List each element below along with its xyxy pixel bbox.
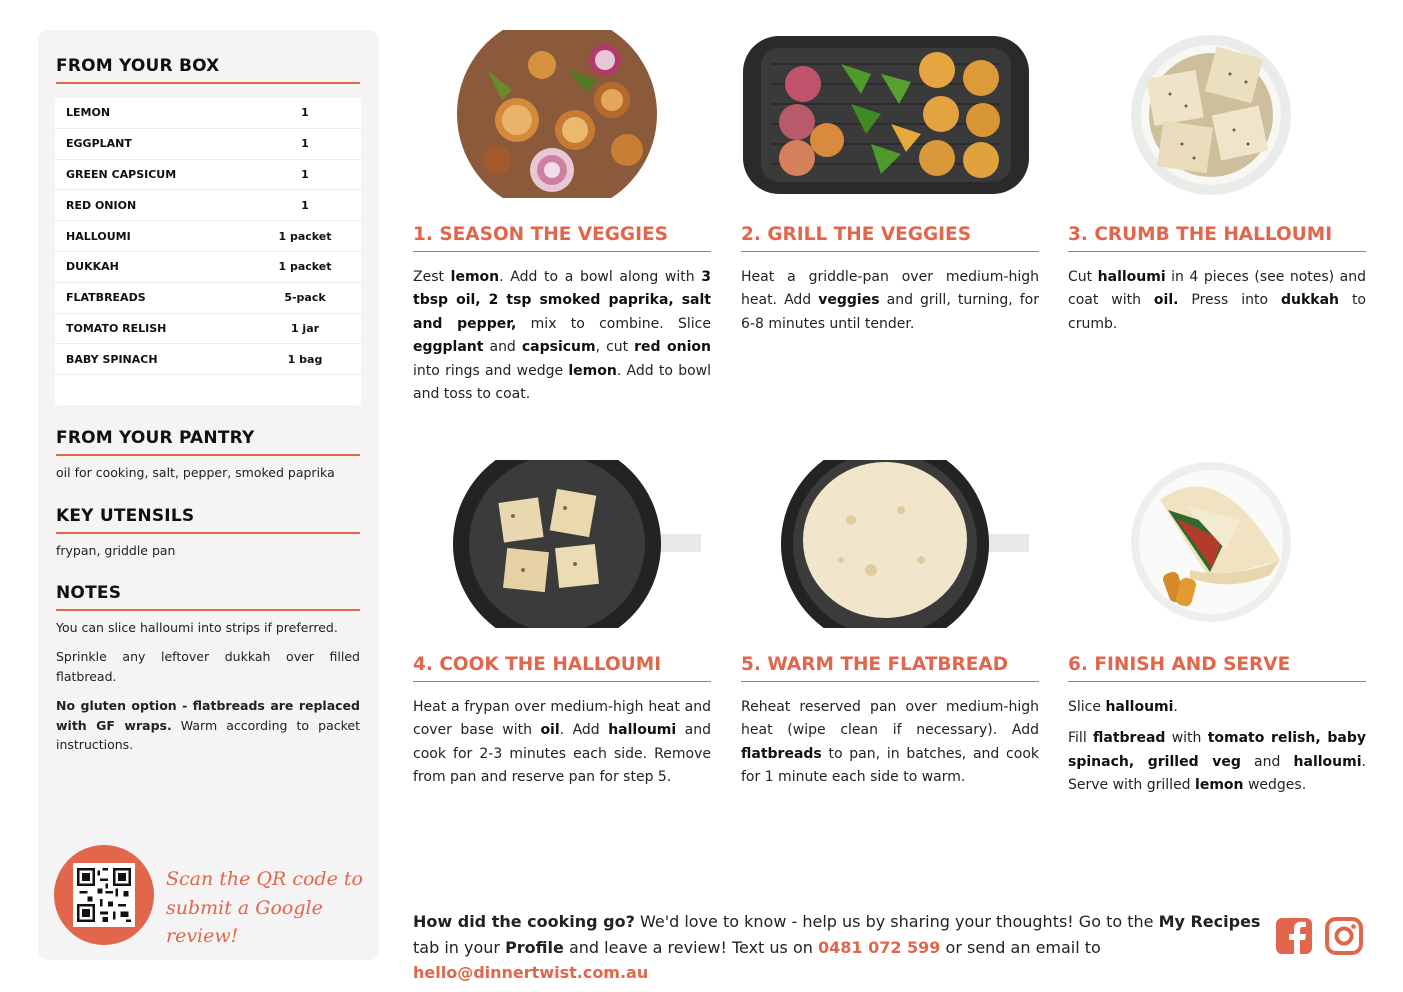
qr-text-line: Scan the QR code to (166, 868, 363, 890)
ingredient-qty: 1 packet (278, 229, 332, 243)
step-5-text: Reheat reserved pan over medium-high heat (wipe clean if necessary). Add flatbreads to pan, in batches, and cook for 1 minute each side to warm. (741, 699, 1039, 786)
ingredient-name: RED ONION (66, 198, 137, 212)
ingredient-qty: 5-pack (284, 291, 326, 305)
ingredient-qty: 1 bag (287, 352, 323, 366)
footer-text: We'd love to know - help us by sharing your thoughts! Go to the (634, 912, 1159, 931)
griddle-veggies-photo (741, 34, 1031, 196)
facebook-icon[interactable] (1275, 917, 1313, 955)
table-row (55, 98, 361, 129)
step-3-title: 3. CRUMB THE HALLOUMI (1068, 224, 1366, 252)
notes-list (56, 618, 360, 764)
qr-text-line: submit a Google review! (166, 896, 323, 947)
utensils-text: frypan, griddle pan (56, 543, 176, 558)
step-4-text: Heat a frypan over medium-high heat and cover base with oil. Add halloumi and cook for 2-3 minutes each side. Remove from pan and reserve pan for step 5. (413, 699, 711, 786)
ingredient-name: DUKKAH (66, 260, 119, 274)
ingredient-name: GREEN CAPSICUM (66, 167, 177, 181)
table-row (55, 190, 361, 221)
box-ingredients-table (55, 98, 361, 405)
table-row (55, 252, 361, 283)
pantry-text: oil for cooking, salt, pepper, smoked paprika (56, 465, 335, 480)
table-row (55, 129, 361, 160)
phone-link[interactable]: 0481 072 599 (817, 937, 941, 957)
halloumi-frypan-photo (453, 460, 703, 628)
table-row (55, 314, 361, 345)
step-4-title: 4. COOK THE HALLOUMI (413, 654, 711, 682)
step-5-title: 5. WARM THE FLATBREAD (741, 654, 1039, 682)
filled-flatbread-plate-photo (1130, 460, 1292, 624)
ingredient-qty: 1 (301, 167, 309, 181)
ingredient-qty: 1 (301, 137, 309, 151)
ingredient-qty: 1 packet (278, 260, 332, 274)
step-6-text: Slice halloumi. Fill flatbread with tomato relish, baby spinach, grilled veg and halloumi. Serve with grilled lemon wedges. (1068, 699, 1366, 794)
roasted-veggies-bowl-photo (457, 30, 657, 198)
ingredient-name: FLATBREADS (66, 291, 146, 305)
step-2-text: Heat a griddle-pan over medium-high heat. Add veggies and grill, turning, for 6-8 minutes until tender. (741, 269, 1040, 332)
email-link[interactable]: hello@dinnertwist.com.au (413, 963, 649, 983)
step-1-title: 1. SEASON THE VEGGIES (413, 224, 711, 252)
profile-link[interactable]: Profile (505, 937, 564, 957)
footer-question: How did the cooking go? (413, 912, 635, 931)
table-row (55, 160, 361, 191)
footer-text: or send an email to (940, 937, 1101, 957)
note-item (56, 696, 360, 754)
note-item: You can slice halloumi into strips if preferred. (56, 620, 338, 635)
instagram-icon[interactable] (1325, 917, 1363, 955)
ingredient-name: EGGPLANT (66, 137, 132, 151)
table-row (55, 221, 361, 252)
step-3-text: Cut halloumi in 4 pieces (see notes) and coat with oil. Press into dukkah to crumb. (1068, 269, 1366, 332)
review-footer (413, 909, 1263, 986)
box-title: FROM YOUR BOX (56, 56, 360, 84)
note-item: Sprinkle any leftover dukkah over filled flatbread. (56, 649, 360, 684)
ingredients-sidebar (38, 30, 379, 960)
footer-text: tab in your (413, 937, 506, 957)
footer-text: and leave a review! Text us on (563, 937, 818, 957)
note-bold: No gluten option - flatbreads are replaced with GF wraps. (56, 698, 360, 733)
ingredient-qty: 1 (301, 198, 309, 212)
ingredient-name: HALLOUMI (66, 229, 131, 243)
my-recipes-link[interactable]: My Recipes (1158, 912, 1261, 931)
notes-title: NOTES (56, 583, 360, 611)
crumbed-halloumi-plate-photo (1130, 34, 1292, 196)
flatbread-pan-photo (781, 460, 1031, 628)
qr-code-icon[interactable] (73, 863, 135, 927)
ingredient-name: BABY SPINACH (66, 352, 158, 366)
step-6-title: 6. FINISH AND SERVE (1068, 654, 1366, 682)
ingredient-qty: 1 jar (290, 321, 320, 335)
step-2-title: 2. GRILL THE VEGGIES (741, 224, 1039, 252)
step-1-text: Zest lemon. Add to a bowl along with 3 tbsp oil, 2 tsp smoked paprika, salt and pepper, mix to combine. Slice eggplant and capsicum, cut red onion into rings and wedge lemon. Add to bowl and toss to coat. (413, 269, 711, 402)
ingredient-qty: 1 (301, 106, 309, 120)
table-row (55, 344, 361, 375)
pantry-title: FROM YOUR PANTRY (56, 428, 360, 456)
utensils-title: KEY UTENSILS (56, 506, 360, 534)
table-row (55, 283, 361, 314)
ingredient-name: LEMON (66, 106, 111, 120)
qr-review-text (166, 865, 366, 951)
ingredient-name: TOMATO RELISH (66, 321, 167, 335)
qr-badge[interactable] (54, 845, 154, 945)
note-rest: Warm according to packet instructions. (56, 717, 360, 752)
